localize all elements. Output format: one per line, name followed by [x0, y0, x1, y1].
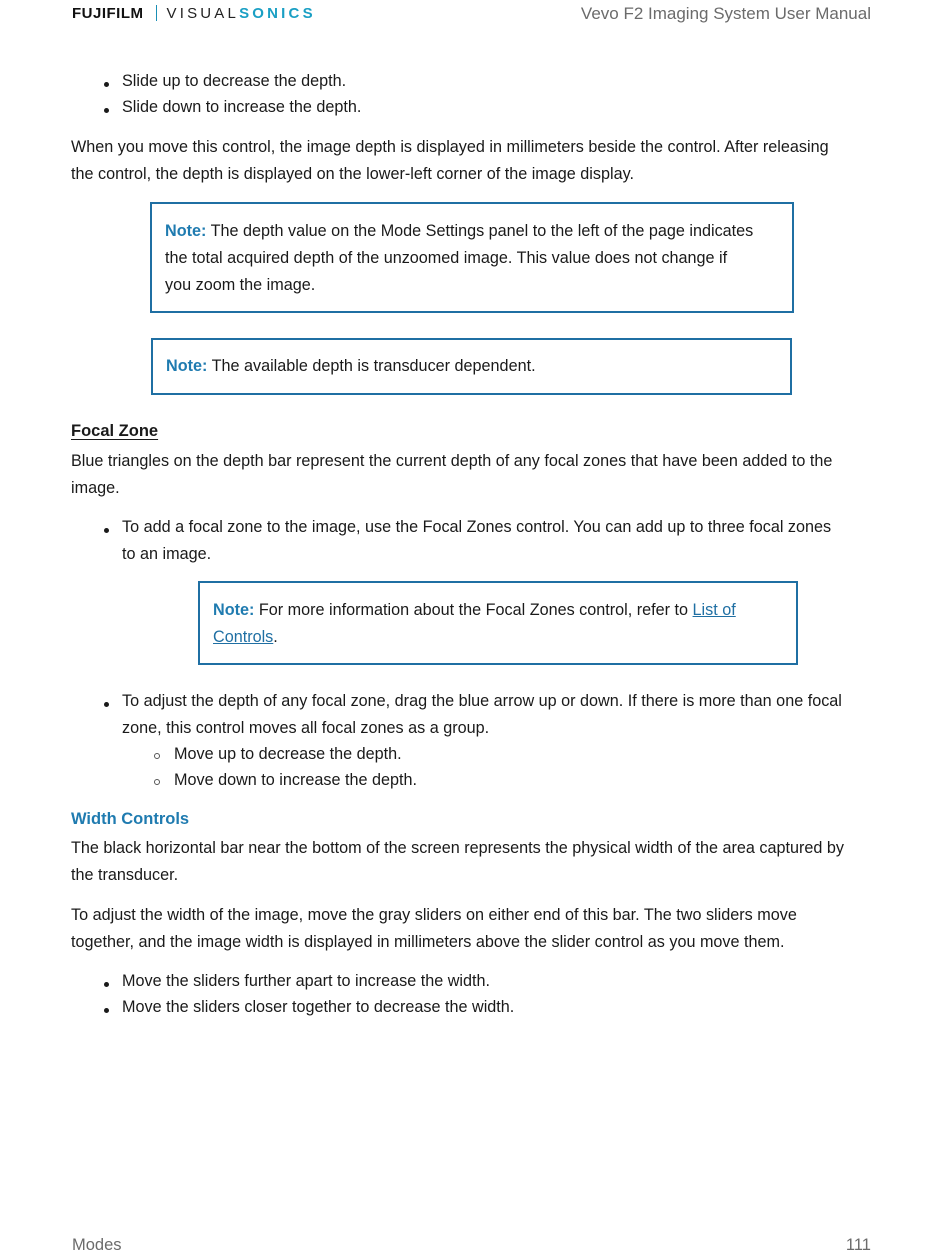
logo-fujifilm-text: FUJIFILM — [72, 4, 144, 22]
footer-section-name: Modes — [72, 1236, 122, 1254]
list-item-line: zone, this control moves all focal zones as a group. — [122, 719, 490, 737]
width-paragraph-1 — [71, 835, 881, 889]
bullet-icon — [104, 1008, 109, 1013]
list-item — [122, 688, 882, 742]
note-line — [213, 624, 783, 651]
width-paragraph-2 — [71, 902, 881, 956]
paragraph-line: together, and the image width is displayed in millimeters above the slider control as you move them. — [71, 933, 785, 951]
list-item: Slide down to increase the depth. — [122, 98, 362, 116]
sub-list-item: Move down to increase the depth. — [174, 771, 417, 789]
note-box-depth-value — [150, 202, 794, 313]
paragraph-line: To adjust the width of the image, move the gray sliders on either end of this bar. The two sliders move — [71, 906, 797, 924]
list-item-line: To adjust the depth of any focal zone, drag the blue arrow up or down. If there is more than one focal — [122, 692, 842, 710]
bullet-icon — [104, 82, 109, 87]
note-line — [165, 218, 779, 245]
note-text: . — [273, 628, 278, 646]
manual-title: Vevo F2 Imaging System User Manual — [580, 4, 871, 23]
note-line — [166, 353, 777, 380]
bullet-icon — [104, 528, 109, 533]
paragraph-line: When you move this control, the image depth is displayed in millimeters beside the control. After releasing — [71, 138, 829, 156]
sub-list-item: Move up to decrease the depth. — [174, 745, 402, 763]
fujifilm-visualsonics-logo — [72, 3, 316, 23]
paragraph-line: the control, the depth is displayed on the lower-left corner of the image display. — [71, 165, 634, 183]
list-of-controls-link[interactable]: Controls — [213, 628, 274, 646]
paragraph-line: the transducer. — [71, 866, 179, 884]
sub-bullet-icon — [154, 779, 160, 785]
list-item: Slide up to decrease the depth. — [122, 72, 347, 90]
focal-zone-paragraph — [71, 448, 881, 502]
footer-page-number: 111 — [845, 1236, 871, 1254]
bullet-icon — [104, 982, 109, 987]
logo-divider — [156, 5, 157, 21]
list-of-controls-link[interactable]: List of — [692, 601, 736, 619]
paragraph-line: Blue triangles on the depth bar represent the current depth of any focal zones that have been added to the — [71, 452, 833, 470]
note-label: Note: — [213, 601, 255, 619]
paragraph-line: image. — [71, 479, 120, 497]
note-line: the total acquired depth of the unzoomed image. This value does not change if — [165, 249, 728, 267]
note-line — [213, 597, 783, 624]
list-item: Move the sliders closer together to decrease the width. — [122, 998, 515, 1016]
focal-zone-heading: Focal Zone — [71, 422, 159, 440]
bullet-icon — [104, 108, 109, 113]
note-line: you zoom the image. — [165, 276, 316, 294]
note-text: The depth value on the Mode Settings panel to the left of the page indicates — [210, 222, 754, 240]
logo-sonics-text: SONICS — [239, 4, 316, 22]
list-item-line: To add a focal zone to the image, use the Focal Zones control. You can add up to three focal zones — [122, 518, 832, 536]
note-text: For more information about the Focal Zones control, refer to — [258, 601, 689, 619]
note-label: Note: — [166, 357, 208, 375]
paragraph-line: The black horizontal bar near the bottom of the screen represents the physical width of the area captured by — [71, 839, 844, 857]
list-item: Move the sliders further apart to increase the width. — [122, 972, 490, 990]
list-item — [122, 514, 882, 568]
logo-visual-text: VISUAL — [166, 4, 240, 22]
width-controls-heading: Width Controls — [71, 810, 190, 828]
bullet-icon — [104, 702, 109, 707]
note-box-focal-zones — [198, 581, 798, 665]
depth-paragraph — [71, 134, 881, 188]
note-box-available-depth — [151, 338, 792, 395]
note-text: The available depth is transducer dependent. — [211, 357, 536, 375]
note-label: Note: — [165, 222, 207, 240]
list-item-line: to an image. — [122, 545, 212, 563]
sub-bullet-icon — [154, 753, 160, 759]
